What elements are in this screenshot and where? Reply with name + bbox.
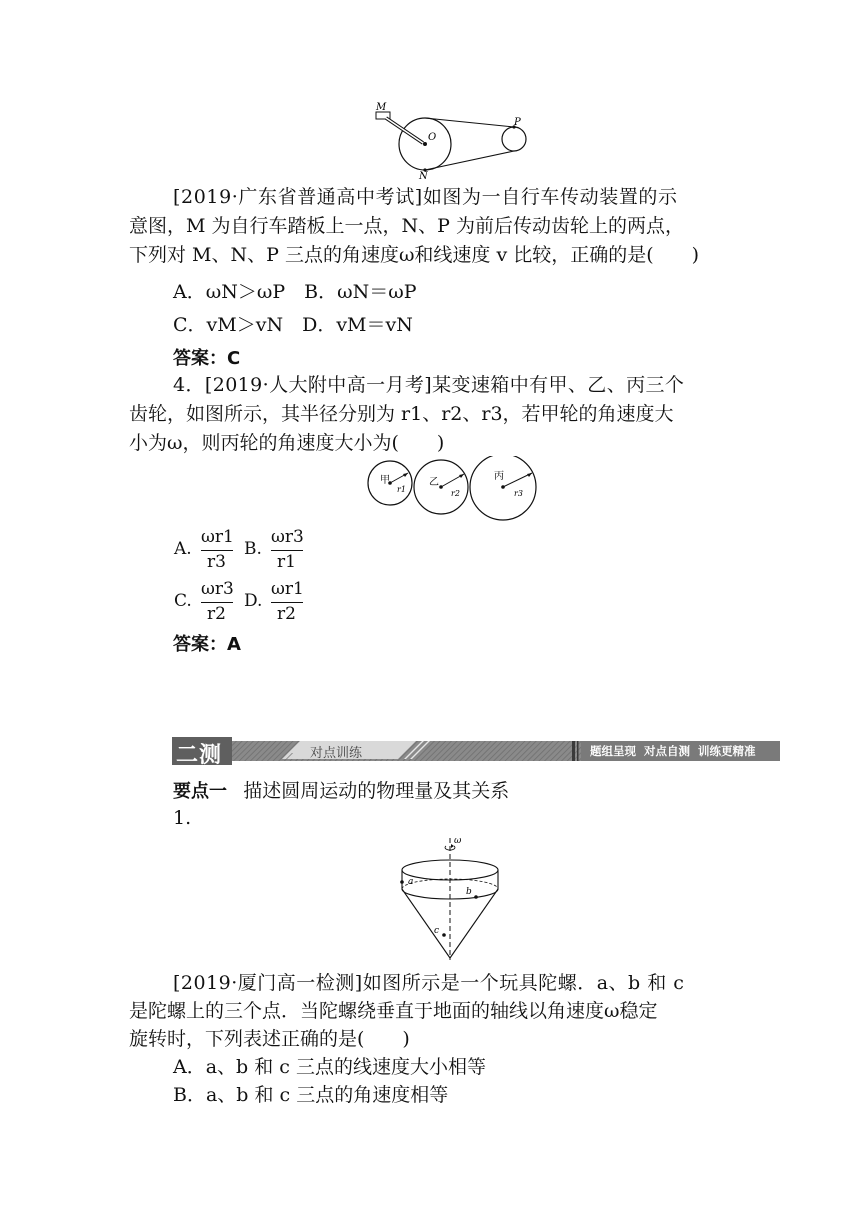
point-a-label: a xyxy=(408,877,414,887)
point-heading xyxy=(173,776,509,803)
q4-option-b-label: B. xyxy=(244,539,262,559)
label-n: N xyxy=(419,171,428,180)
q3-line-3: 下列对 M、N、P 三点的角速度ω和线速度 v 比较，正确的是( ) xyxy=(129,244,700,266)
q4-line-3: 小为ω，则丙轮的角速度大小为( ) xyxy=(129,432,445,454)
gears-figure xyxy=(366,456,538,522)
gear-label-3: 丙 xyxy=(494,471,504,482)
q1-number: 1. xyxy=(173,807,192,829)
q4-option-b-denominator: r1 xyxy=(277,552,296,572)
q4-option-b-numerator: ωr3 xyxy=(271,527,304,547)
q4-option-a-label: A. xyxy=(174,539,192,559)
q4-option-d-label: D. xyxy=(244,591,263,611)
q3-answer: 答案：C xyxy=(173,348,241,369)
bicycle-transmission-figure xyxy=(370,98,540,180)
q3-line-1: [2019·广东省普通高中考试]如图为一自行车传动装置的示 xyxy=(173,186,678,208)
q1-line-1: [2019·厦门高一检测]如图所示是一个玩具陀螺．a、b 和 c xyxy=(173,972,685,994)
q4-option-a-denominator: r3 xyxy=(207,552,226,572)
q4-option-a-numerator: ωr1 xyxy=(201,527,234,547)
fraction-bar xyxy=(201,602,233,603)
label-p: P xyxy=(514,117,521,128)
fraction-bar xyxy=(271,602,303,603)
q1-option-b: B．a、b 和 c 三点的角速度相等 xyxy=(173,1084,449,1106)
q4-line-2: 齿轮，如图所示，其半径分别为 r1、r2、r3，若甲轮的角速度大 xyxy=(129,403,674,425)
q1-line-2: 是陀螺上的三个点．当陀螺绕垂直于地面的轴线以角速度ω稳定 xyxy=(129,1000,658,1022)
section-banner xyxy=(172,737,780,768)
section-subtitle: 对点训练 xyxy=(310,746,363,761)
spinning-top-figure xyxy=(394,832,506,962)
radius-label-2: r2 xyxy=(451,489,460,498)
q3-line-2: 意图，M 为自行车踏板上一点，N、P 为前后传动齿轮上的两点， xyxy=(129,215,684,237)
section-title: 二测 xyxy=(176,743,223,768)
radius-label-1: r1 xyxy=(397,485,406,494)
q3-option-cd: C．vM＞vN D．vM＝vN xyxy=(173,314,413,336)
point-b-label: b xyxy=(466,887,472,897)
q4-option-d-numerator: ωr1 xyxy=(271,579,304,599)
label-m: M xyxy=(376,102,387,113)
q3-option-ab: A．ωN＞ωP B．ωN＝ωP xyxy=(173,281,417,303)
q4-answer: 答案：A xyxy=(173,634,241,655)
radius-label-3: r3 xyxy=(514,489,523,498)
point-title: 描述圆周运动的物理量及其关系 xyxy=(243,780,510,802)
q4-option-c-numerator: ωr3 xyxy=(201,579,234,599)
section-right-text: 题组呈现 对点自测 训练更精准 xyxy=(590,744,756,758)
fraction-bar xyxy=(271,550,303,551)
fraction-bar xyxy=(201,550,233,551)
q4-line-1: 4．[2019·人大附中高一月考]某变速箱中有甲、乙、丙三个 xyxy=(173,374,685,396)
q1-line-3: 旋转时，下列表述正确的是( ) xyxy=(129,1028,410,1050)
gear-label-2: 乙 xyxy=(429,477,439,488)
omega-label: ω xyxy=(454,836,462,846)
gear-label-1: 甲 xyxy=(380,475,390,486)
q4-option-c-denominator: r2 xyxy=(207,604,226,624)
point-c-label: c xyxy=(434,926,440,936)
q1-option-a: A．a、b 和 c 三点的线速度大小相等 xyxy=(173,1056,486,1078)
q4-option-c-label: C. xyxy=(174,591,192,611)
label-o: O xyxy=(428,132,437,143)
point-label: 要点一 xyxy=(173,781,227,802)
q4-option-d-denominator: r2 xyxy=(277,604,296,624)
